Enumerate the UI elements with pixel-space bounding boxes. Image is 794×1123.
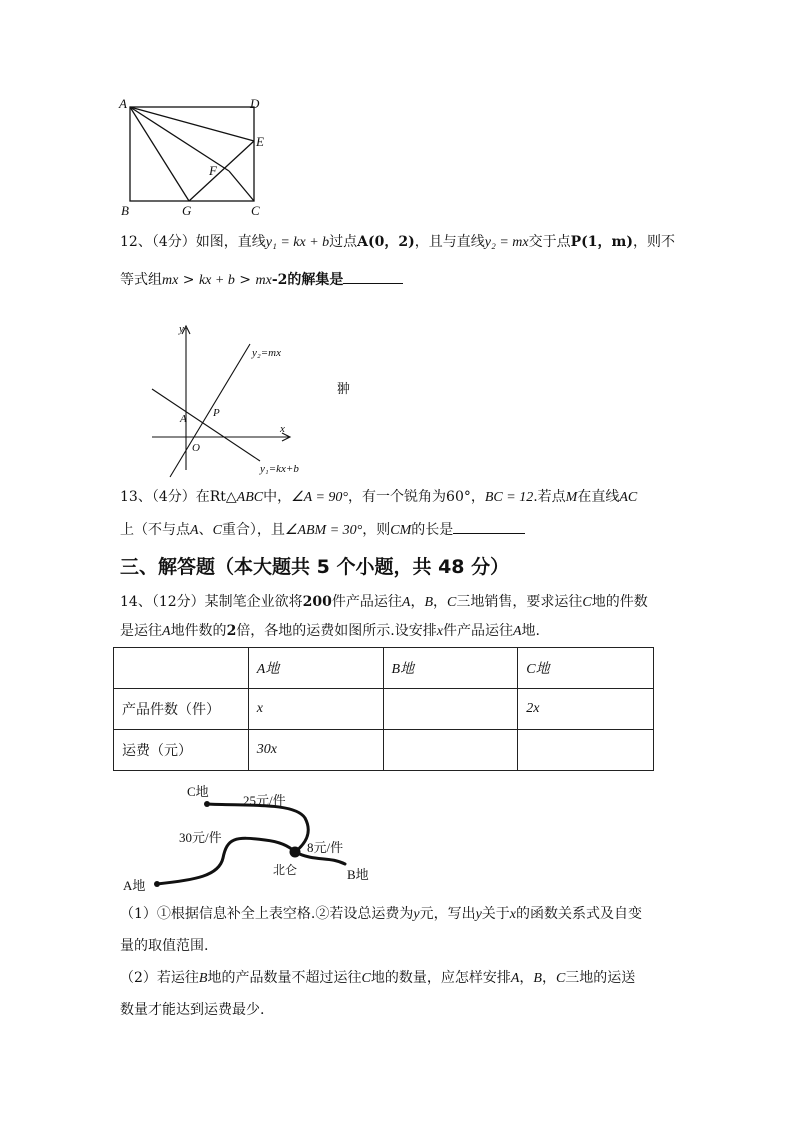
coordinate-graph [140,320,370,485]
table-header-cell [114,648,249,689]
section-heading: 三、解答题（本大题共 5 个小题，共 48 分） [120,556,510,578]
table-cell[interactable] [518,730,654,771]
line-y2 [170,344,250,477]
cost-c-label: 25元/件 [243,793,286,808]
point-p-label: P [213,407,220,419]
route-c-to-hub [207,804,308,852]
geometry-figure-rectangle [110,95,280,220]
rectangle-abcd [130,107,254,201]
table-cell: x [248,689,383,730]
question-13-line1: 13、（4分）在Rt△ABC中，∠A = 90°，有一个锐角为60°，BC = 12.若点M在直线AC [120,489,638,505]
place-b-label: B地 [347,867,369,882]
table-header-row [114,648,654,689]
table-row-label: 运费（元） [114,730,249,771]
origin-label: O [192,442,200,454]
segment-fc [229,171,254,201]
label-b: B [121,203,129,218]
line-y1-label: y₁=kx+b [260,463,299,475]
table-header-cell: C地 [518,648,654,689]
question-12-line2: 等式组mx > kx + b > mx-2的解集是 [120,269,403,291]
question-14-line2: 是运往A地件数的2倍，各地的运费如图所示.设安排x件产品运往A地. [120,623,540,639]
label-f: F [209,163,217,178]
part-1-line1: （1）①根据信息补全上表空格.②若设总运费为y元，写出y关于x的函数关系式及自变 [120,906,643,922]
table-header-cell: A地 [248,648,383,689]
question-number: 14 [120,594,138,610]
place-a-label: A地 [123,878,146,893]
part-2-line2: 数量才能达到运费最少. [120,1002,265,1018]
part-2-line1: （2）若运往B地的产品数量不超过运往C地的数量，应怎样安排A，B，C三地的运送 [120,970,636,986]
label-c: C [251,203,260,218]
table-row [114,730,654,771]
table-cell: 30x [248,730,383,771]
table-header-cell: B地 [383,648,518,689]
place-c-label: C地 [187,784,209,799]
route-a-to-hub [157,838,298,884]
segment-af [130,107,229,171]
answer-blank [343,269,403,284]
route-map [115,778,395,896]
table-row-label: 产品件数（件） [114,689,249,730]
answer-blank [453,519,525,534]
question-number: 12 [120,234,138,250]
cost-a-label: 30元/件 [179,830,222,845]
freight-table [113,647,654,771]
cost-b-label: 8元/件 [307,840,344,855]
label-e: E [256,134,264,149]
label-a: A [119,96,127,111]
stray-character: 翀 [337,381,351,396]
node-hub [290,847,301,858]
question-12-line1: 12、（4分）如图，直线y₁ = kx + b过点A(0，2)，且与直线y₂ = mx交于点P(1，m)，则不 [120,234,675,250]
question-14-line1: 14、（12分）某制笔企业欲将200件产品运往A，B，C三地销售，要求运往C地的件数 [120,594,648,610]
label-d: D [250,96,260,111]
question-number: 13 [120,489,138,505]
node-c [204,801,210,807]
x-axis-label: x [280,423,285,435]
table-row [114,689,654,730]
line-y1 [152,389,260,461]
line-y2-label: y₂=mx [252,347,281,359]
table-cell[interactable] [383,689,518,730]
hub-label: 北仑 [273,863,298,877]
segment-eg [189,141,254,201]
y-axis-label: y [179,323,184,335]
point-a-label: A [180,413,187,425]
table-cell: 2x [518,689,654,730]
table-cell[interactable] [383,730,518,771]
question-13-line2: 上（不与点A、C重合），且∠ABM = 30°，则CM的长是 [120,519,525,541]
label-g: G [182,203,192,218]
part-1-line2: 量的取值范围. [120,938,209,954]
node-a [154,881,160,887]
